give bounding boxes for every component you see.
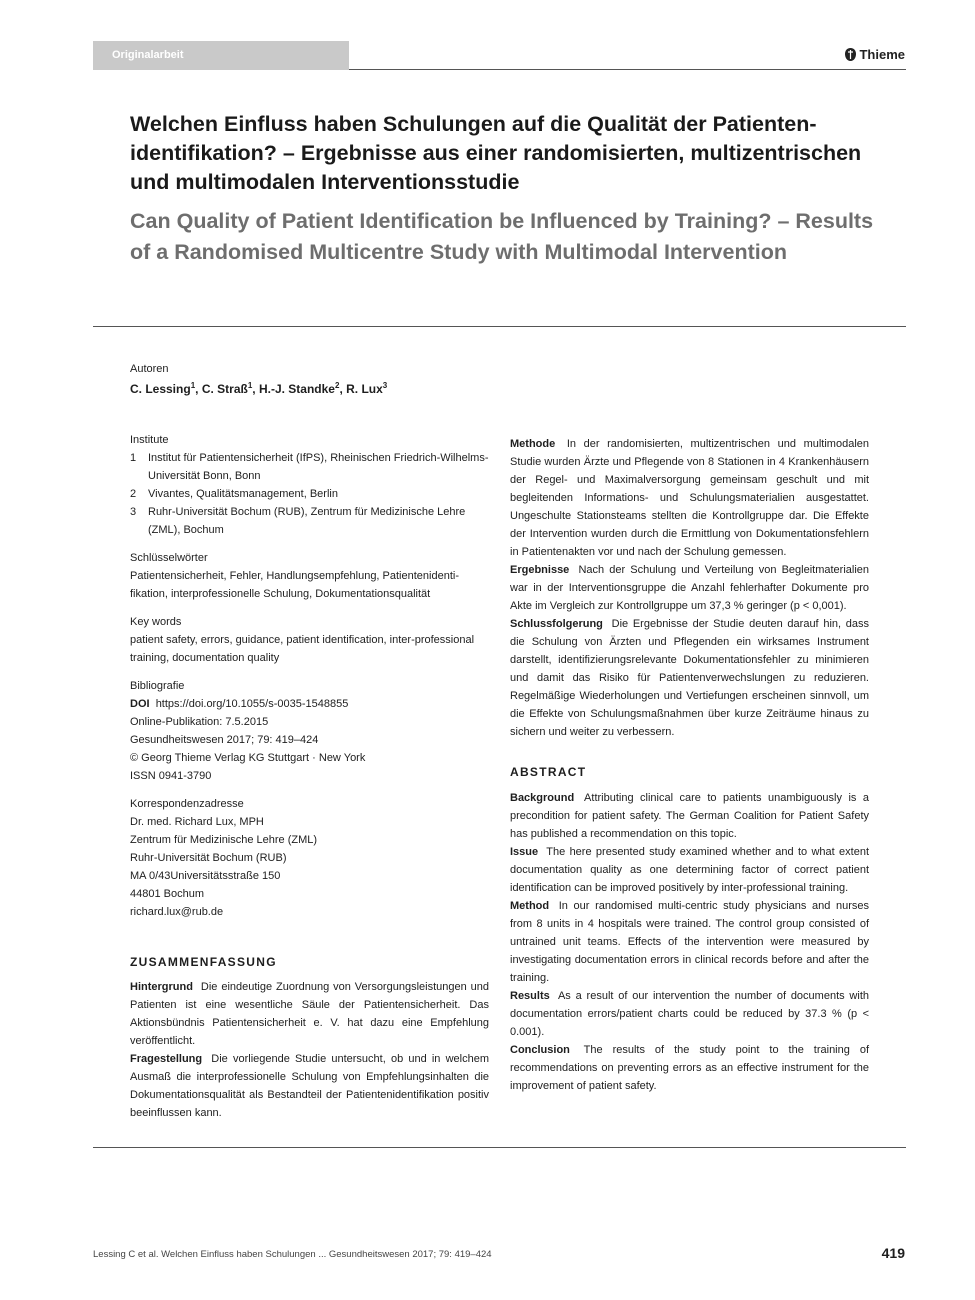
- institute-number: 1: [130, 452, 137, 464]
- zusammenfassung-part2: [510, 435, 869, 741]
- correspondence-address: [130, 813, 490, 921]
- issn: ISSN 0941-3790: [130, 770, 212, 782]
- paragraph-text: As a result of our intervention the number of documents with documentation errors/patient charts could be reduced by 37.3 % (p < 0.001).: [510, 990, 869, 1038]
- author-name: C. Straß: [201, 382, 248, 396]
- author-name: H.-J. Standke: [258, 382, 335, 396]
- paragraph-label: Methode: [510, 438, 556, 450]
- footer-citation: Lessing C et al. Welchen Einfluss haben Schulungen ... Gesundheitswesen 2017; 79: 419–424: [93, 1249, 492, 1260]
- paragraph-label: Conclusion: [510, 1044, 570, 1056]
- copyright: © Georg Thieme Verlag KG Stuttgart · New York: [130, 752, 366, 764]
- title-german: Welchen Einfluss haben Schulungen auf die Qualität der Patientenidentifikation? – Ergebnisse aus einer randomisierten, multizentrischen und multimodalen Interventionsstudie: [130, 112, 862, 194]
- author-affiliation: 1: [247, 381, 253, 390]
- paragraph-text: Die vorliegende Studie untersucht, ob und in welchem Ausmaß die interprofessionelle Schulung von Empfehlungsinhalten die Dokumentationsqualität als Bestandteil der Patientenidentifikation positiv beeinflussen kann.: [130, 1053, 489, 1119]
- abstract-paragraph: [510, 987, 869, 1041]
- metadata-column: [130, 431, 490, 921]
- header-rule: [349, 69, 906, 70]
- institute-item: [130, 449, 490, 485]
- keywords-en-heading: Key words: [130, 616, 182, 628]
- paragraph-text: In our randomised multi-centric study physicians and nurses from 8 units in 4 hospitals were trained. The control group consisted of untrained unit teams. Effects of the intervention were measured by investigating documentation errors in clinical records before and after the training.: [510, 900, 870, 984]
- publisher-logo: [845, 47, 905, 62]
- title-divider: [93, 326, 906, 327]
- section-tag: [93, 41, 349, 70]
- correspondence-line: Zentrum für Medizinische Lehre (ZML): [130, 834, 318, 846]
- institute-text: Ruhr-Universität Bochum (RUB), Zentrum für Medizinische Lehre (ZML), Bochum: [148, 506, 466, 536]
- institute-text: Vivantes, Qualitätsmanagement, Berlin: [148, 488, 338, 500]
- institute-item: [130, 485, 490, 503]
- paragraph-label: Hintergrund: [130, 981, 193, 993]
- paragraph-label: Method: [510, 900, 550, 912]
- thieme-logo-icon: [845, 48, 856, 61]
- correspondence-line: Dr. med. Richard Lux, MPH: [130, 816, 264, 828]
- paragraph-text: The results of the study point to the training of recommendations on preventing errors as an effective instrument for the improvement of patient safety.: [510, 1044, 869, 1092]
- author-affiliation: 1: [190, 381, 196, 390]
- abstract-body: [510, 789, 869, 1095]
- paragraph-text: The here presented study examined whether and to what extent documentation quality as one determining factor of correct patient identification can be improved positively by inter-professional training.: [510, 846, 870, 894]
- institute-item: [130, 503, 490, 539]
- online-publication: Online-Publikation: 7.5.2015: [130, 716, 269, 728]
- journal-citation: Gesundheitswesen 2017; 79: 419–424: [130, 734, 319, 746]
- correspondence-line: MA 0/43Universitätsstraße 150: [130, 870, 281, 882]
- page-number: 419: [881, 1245, 905, 1261]
- abstract-heading: ABSTRACT: [510, 765, 587, 779]
- abstract-paragraph: [130, 1050, 489, 1122]
- abstract-paragraph: [510, 843, 869, 897]
- correspondence-line: Ruhr-Universität Bochum (RUB): [130, 852, 287, 864]
- author-name: R. Lux: [346, 382, 383, 396]
- correspondence-line: 44801 Bochum: [130, 888, 204, 900]
- paragraph-text: In der randomisierten, multizentrischen und multimodalen Studie wurden Ärzte und Pflegende von 8 Stationen in 4 Krankenhäusern der Regel- und Maximalversorgung gemeinsam geschult und mit begleitenden Informations- und Schulungsmaterialien ausgestattet. Ungeschulte Stationsteams stellten die Kontrollgruppe dar. Die Effekte der Intervention wurden durch die Ermittlung von Dokumentationsfehlern in Patientenakten vor und nach der Schulung gemessen.: [510, 438, 869, 558]
- abstract-paragraph: [510, 1041, 869, 1095]
- paragraph-text: Die eindeutige Zuordnung von Versorgungsleistungen und Patienten ist eine wesentliche Säule der Patientensicherheit. Das Aktionsbündnis Patientensicherheit e. V. hat dazu eine Empfehlung veröffentlicht.: [130, 981, 489, 1047]
- zusammenfassung-part1: [130, 978, 489, 1122]
- doi-line: [130, 695, 490, 713]
- abstract-paragraph: [510, 615, 869, 741]
- bottom-divider: [93, 1147, 906, 1148]
- publisher-name: Thieme: [859, 47, 905, 62]
- paragraph-text: Attributing clinical care to patients unambiguously is a precondition for patient safety. The German Coalition for Patient Safety has published a recommendation on this topic.: [510, 792, 869, 840]
- paragraph-label: Results: [510, 990, 550, 1002]
- abstract-paragraph: [130, 978, 489, 1050]
- bibliography-heading: Bibliografie: [130, 680, 185, 692]
- keywords-en-text: patient safety, errors, guidance, patient identification, inter-professional training, documentation quality: [130, 634, 475, 664]
- institute-number: 2: [130, 488, 137, 500]
- abstract-paragraph: [510, 897, 869, 987]
- institutes-list: [130, 449, 490, 539]
- author-list: C. Lessing$^1$, C. Straß$^1$, H.-J. Standke$^2$, R. Lux$^3$: [130, 381, 388, 396]
- paragraph-text: Die Ergebnisse der Studie deuten darauf hin, dass die Schulung von Ärzten und Pflegenden ein wirksames Instrument darstellt, identifizierungsrelevante Dokumentationsfehler zu minimieren und damit das Risiko für Patientenverwechslungen zu reduzieren. Regelmäßige Wiederholungen und Vertiefungen erscheinen sinnvoll, um die Effekte von Schulungsmaßnahmen über kurze Zeiträume hinaus zu sichern und weiter zu verbessern.: [510, 618, 870, 738]
- authors-label: Autoren: [130, 363, 169, 375]
- section-tag-label: Originalarbeit: [112, 49, 184, 61]
- author-name: C. Lessing: [130, 382, 191, 396]
- institute-text: Institut für Patientensicherheit (IfPS), Rheinischen Friedrich-Wilhelms-Universität Bonn, Bonn: [148, 452, 489, 482]
- paragraph-label: Issue: [510, 846, 539, 858]
- doi-link[interactable]: https://doi.org/10.1055/s-0035-1548855: [155, 698, 349, 710]
- paragraph-label: Ergebnisse: [510, 564, 570, 576]
- institutes-heading: Institute: [130, 434, 169, 446]
- paragraph-label: Background: [510, 792, 575, 804]
- correspondence-heading: Korrespondenzadresse: [130, 798, 244, 810]
- paragraph-label: Fragestellung: [130, 1053, 203, 1065]
- correspondence-email[interactable]: richard.lux@rub.de: [130, 906, 224, 918]
- author-affiliation: 3: [382, 381, 388, 390]
- institute-number: 3: [130, 506, 137, 518]
- title-english: Can Quality of Patient Identification be Influenced by Training? – Results of a Randomised Multicentre Study with Multimodal Intervention: [130, 209, 874, 264]
- paragraph-label: Schlussfolgerung: [510, 618, 603, 630]
- doi-label: DOI: [130, 698, 150, 710]
- abstract-paragraph: [510, 561, 869, 615]
- keywords-de-heading: Schlüsselwörter: [130, 552, 208, 564]
- abstract-paragraph: [510, 435, 869, 561]
- abstract-paragraph: [510, 789, 869, 843]
- keywords-de-text: Patientensicherheit, Fehler, Handlungsempfehlung, Patientenidentifikation, interprofessionelle Schulung, Dokumentationsqualität: [130, 570, 459, 600]
- paragraph-text: Nach der Schulung und Verteilung von Begleitmaterialien war in der Interventionsgruppe die Anzahl fehlerhafter Dokumente pro Akte im Vergleich zur Kontrollgruppe um 37,3 % geringer (p < 0,001).: [510, 564, 870, 612]
- author-affiliation: 2: [334, 381, 340, 390]
- zusammenfassung-heading: ZUSAMMENFASSUNG: [130, 955, 277, 969]
